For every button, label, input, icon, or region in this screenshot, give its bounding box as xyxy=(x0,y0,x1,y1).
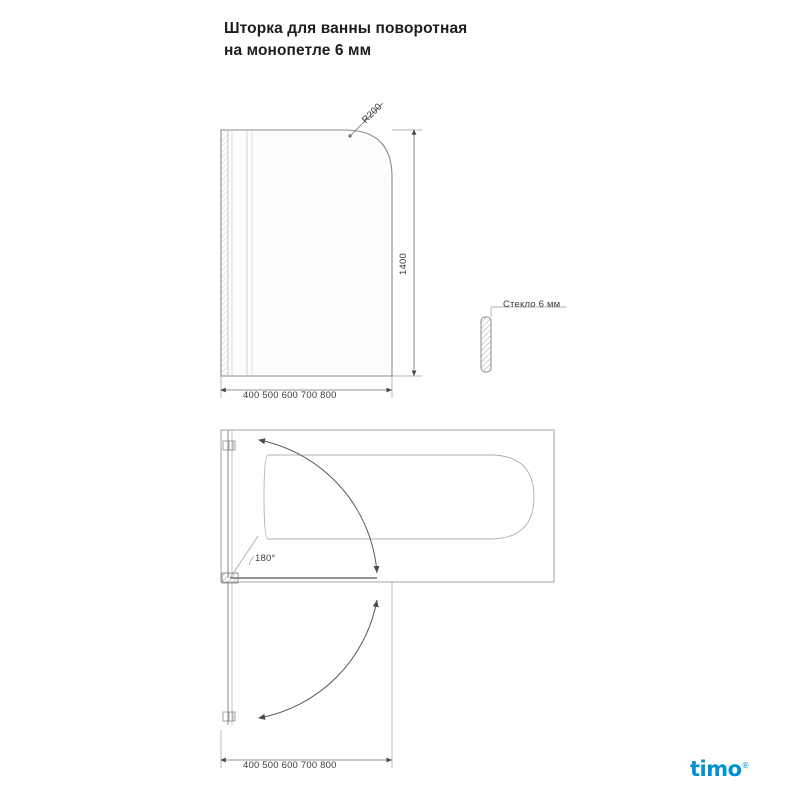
brand-mark: ® xyxy=(741,761,750,770)
angle-ray xyxy=(230,536,258,578)
angle-arc xyxy=(249,556,254,565)
height-label: 1400 xyxy=(398,253,409,275)
top-width-label: 400 500 600 700 800 xyxy=(243,760,337,771)
title-line-1: Шторка для ванны поворотная xyxy=(224,20,468,37)
front-view-group xyxy=(221,103,422,398)
glass-section-detail xyxy=(481,307,566,372)
brand-logo xyxy=(690,757,749,781)
angle-label: 180° xyxy=(255,553,276,564)
front-width-label: 400 500 600 700 800 xyxy=(243,390,337,401)
glass-thickness-label: Стекло 6 мм xyxy=(503,299,561,310)
radius-label: R200 xyxy=(360,101,385,126)
glass-section-shape xyxy=(481,317,491,372)
swing-arc-lower xyxy=(259,600,377,718)
hinge-profile xyxy=(221,130,228,376)
top-view-group xyxy=(221,430,554,768)
title-line-2: на монопетле 6 мм xyxy=(224,42,372,59)
swing-arc-upper xyxy=(259,440,377,573)
radius-leader-dot xyxy=(348,134,351,137)
bathtub-bowl xyxy=(264,455,534,539)
brand-name: timo xyxy=(690,757,742,781)
